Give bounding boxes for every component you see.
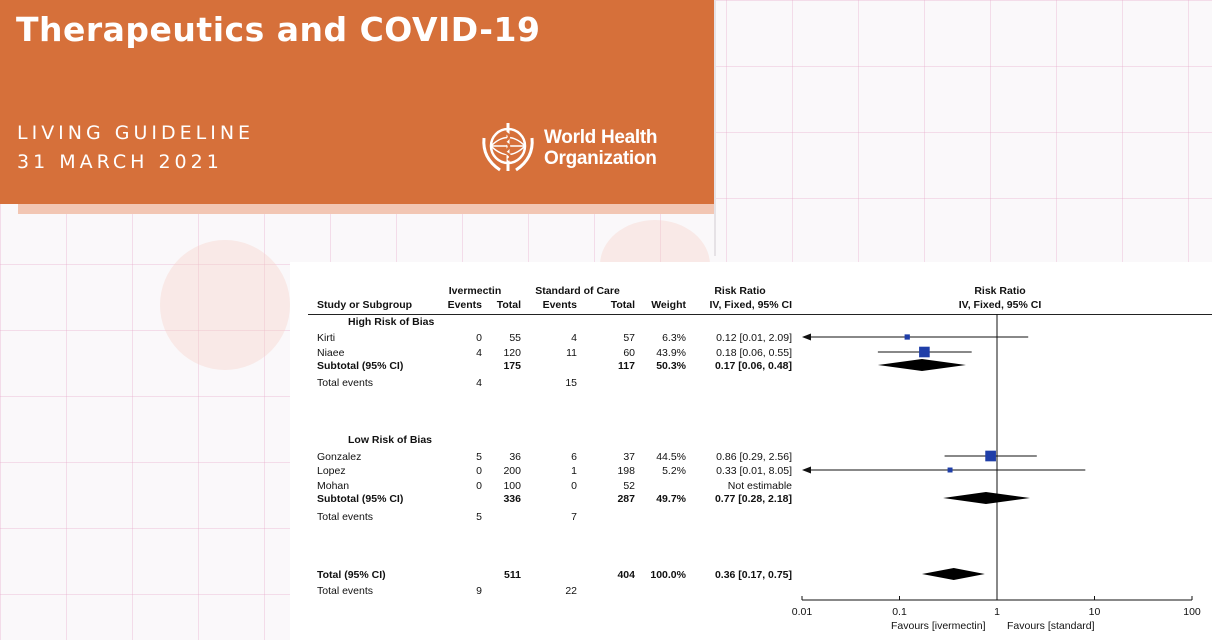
cell: 4 <box>476 377 482 389</box>
cell: 4 <box>476 347 482 359</box>
study-point <box>919 347 930 358</box>
table-row: Mohan <box>317 480 350 492</box>
cell: 0.12 [0.01, 2.09] <box>716 332 792 344</box>
total-events-label: Total events <box>317 585 374 597</box>
subgroup-title: Low Risk of Bias <box>348 434 433 446</box>
cell: 6.3% <box>662 332 686 344</box>
subtotal-label: Subtotal (95% CI) <box>317 360 404 372</box>
total-events-label: Total events <box>317 511 374 523</box>
favours-left-label: Favours [ivermectin] <box>891 620 986 632</box>
header-rr-right: Risk Ratio <box>974 285 1026 297</box>
total-events-label: Total events <box>317 377 374 389</box>
header-banner <box>0 0 714 204</box>
summary-diamond <box>943 492 1030 504</box>
cell: 52 <box>623 480 635 492</box>
cell: 49.7% <box>656 493 686 505</box>
cell: 44.5% <box>656 451 686 463</box>
cell: 37 <box>623 451 635 463</box>
table-row: Lopez <box>317 465 346 477</box>
cell: 100 <box>503 480 521 492</box>
cell: 4 <box>571 332 577 344</box>
forest-plot-panel <box>290 262 1212 640</box>
background-decoration <box>160 240 290 370</box>
who-wordmark <box>544 127 657 169</box>
cell: 0.86 [0.29, 2.56] <box>716 451 792 463</box>
ci-arrow <box>802 334 811 341</box>
cell: 55 <box>509 332 521 344</box>
cell: 198 <box>617 465 635 477</box>
cell: 175 <box>503 360 521 372</box>
cell: 0 <box>476 465 482 477</box>
cell: 11 <box>566 347 577 359</box>
cell: 0 <box>476 480 482 492</box>
table-row: Kirti <box>317 332 336 344</box>
cell: 5 <box>476 511 482 523</box>
table-row: Niaee <box>317 347 345 359</box>
cell: 120 <box>503 347 521 359</box>
x-tick-label: 0.01 <box>791 606 813 618</box>
cell: 5.2% <box>662 465 686 477</box>
cell: 404 <box>617 569 635 581</box>
subgroup-title: High Risk of Bias <box>348 316 435 328</box>
guideline-label: LIVING GUIDELINE <box>17 122 255 144</box>
cell: 1 <box>571 465 577 477</box>
header-events-2: Events <box>542 299 577 311</box>
cell: 0 <box>571 480 577 492</box>
table-row: Gonzalez <box>317 451 362 463</box>
header-ci: IV, Fixed, 95% CI <box>709 299 792 311</box>
cell: 0 <box>476 332 482 344</box>
header-study: Study or Subgroup <box>317 299 413 311</box>
overall-label: Total (95% CI) <box>317 569 386 581</box>
cell: 15 <box>565 377 577 389</box>
cell: 57 <box>623 332 635 344</box>
x-tick-label: 100 <box>1183 606 1201 618</box>
cell: 0.77 [0.28, 2.18] <box>714 493 792 505</box>
cell: 36 <box>509 451 521 463</box>
slide-divider <box>714 0 716 256</box>
header-total-1: Total <box>496 299 521 311</box>
header-group2: Standard of Care <box>535 285 620 297</box>
cell: 336 <box>503 493 521 505</box>
cell: 0.17 [0.06, 0.48] <box>714 360 792 372</box>
subtotal-label: Subtotal (95% CI) <box>317 493 404 505</box>
cell: 43.9% <box>656 347 686 359</box>
cell: Not estimable <box>727 480 792 492</box>
ci-arrow <box>802 467 811 474</box>
cell: 117 <box>618 360 635 372</box>
header-events-1: Events <box>447 299 482 311</box>
cell: 0.36 [0.17, 0.75] <box>714 569 792 581</box>
who-wordmark-line-1: World Health <box>544 127 658 148</box>
cell: 50.3% <box>656 360 686 372</box>
cell: 6 <box>571 451 577 463</box>
cell: 7 <box>571 511 577 523</box>
forest-plot <box>290 262 1212 640</box>
page-title: Therapeutics and COVID-19 <box>16 10 541 49</box>
cell: 511 <box>504 569 521 581</box>
x-tick-label: 0.1 <box>892 606 907 618</box>
banner-shadow <box>18 204 714 214</box>
favours-right-label: Favours [standard] <box>1007 620 1095 632</box>
header-rr-left: Risk Ratio <box>714 285 766 297</box>
cell: 0.18 [0.06, 0.55] <box>716 347 792 359</box>
study-point <box>905 334 910 339</box>
cell: 22 <box>565 585 577 597</box>
cell: 60 <box>623 347 635 359</box>
summary-diamond <box>922 568 985 580</box>
cell: 9 <box>476 585 482 597</box>
header-ci-right: IV, Fixed, 95% CI <box>958 299 1042 311</box>
cell: 200 <box>503 465 521 477</box>
x-tick-label: 10 <box>1088 606 1101 618</box>
cell: 100.0% <box>650 569 686 581</box>
x-tick-label: 1 <box>994 606 1000 618</box>
study-point <box>948 468 953 473</box>
header-total-2: Total <box>610 299 635 311</box>
cell: 287 <box>617 493 635 505</box>
cell: 0.33 [0.01, 8.05] <box>716 465 792 477</box>
guideline-date: 31 MARCH 2021 <box>17 151 223 173</box>
header-weight: Weight <box>651 299 686 311</box>
summary-diamond <box>878 359 966 371</box>
study-point <box>985 451 996 462</box>
header-group1: Ivermectin <box>448 285 502 297</box>
who-emblem-icon <box>478 118 538 178</box>
cell: 5 <box>476 451 482 463</box>
who-logo <box>478 118 657 178</box>
who-wordmark-line-2: Organization <box>544 148 657 169</box>
